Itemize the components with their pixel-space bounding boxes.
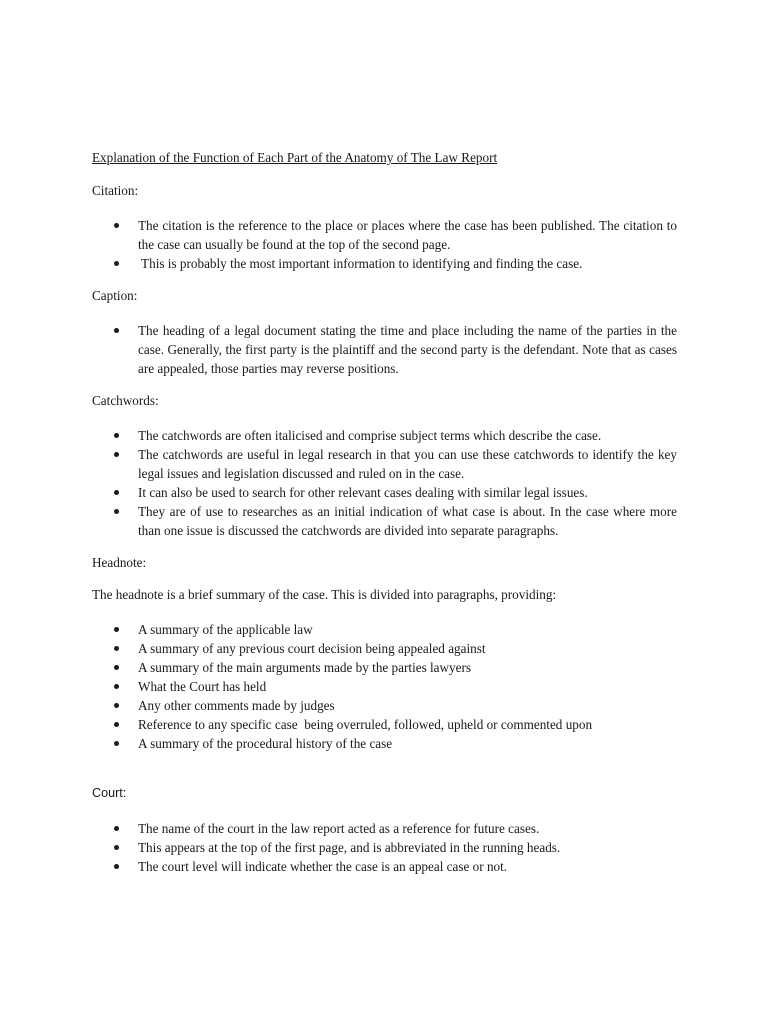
bullet-icon (114, 722, 119, 727)
bullet-icon (114, 741, 119, 746)
bullet-icon (114, 665, 119, 670)
list-item: A summary of the procedural history of the case (92, 734, 677, 753)
list-item: The heading of a legal document stating the time and place including the name of the parties in the case. Generally, the first party is the plaintiff and the second party is the defendant. Note that as cases are appealed, those parties may reverse positions. (92, 321, 677, 378)
list-item: Any other comments made by judges (92, 696, 677, 715)
list-item: A summary of any previous court decision being appealed against (92, 639, 677, 658)
list-item: A summary of the applicable law (92, 620, 677, 639)
list-item: This appears at the top of the first page, and is abbreviated in the running heads. (92, 838, 677, 857)
bullet-icon (114, 509, 119, 514)
headnote-intro: The headnote is a brief summary of the case. This is divided into paragraphs, providing: (92, 587, 557, 602)
list-item: A summary of the main arguments made by the parties lawyers (92, 658, 677, 677)
court-list (92, 819, 677, 876)
list-item: The citation is the reference to the place or places where the case has been published. The citation to the case can usually be found at the top of the second page. (92, 216, 677, 254)
bullet-icon (114, 328, 119, 333)
bullet-icon (114, 490, 119, 495)
bullet-icon (114, 646, 119, 651)
document-page (92, 148, 677, 876)
section-heading-citation: Citation: (92, 183, 139, 198)
bullet-icon (114, 826, 119, 831)
bullet-icon (114, 864, 119, 869)
caption-list (92, 321, 677, 378)
bullet-icon (114, 433, 119, 438)
section-heading-caption: Caption: (92, 288, 138, 303)
list-item: What the Court has held (92, 677, 677, 696)
catchwords-list (92, 426, 677, 540)
bullet-icon (114, 452, 119, 457)
list-item: The name of the court in the law report acted as a reference for future cases. (92, 819, 677, 838)
list-item: The court level will indicate whether the case is an appeal case or not. (92, 857, 677, 876)
section-heading-court: Court: (92, 786, 127, 800)
list-item: It can also be used to search for other relevant cases dealing with similar legal issues. (92, 483, 677, 502)
bullet-icon (114, 627, 119, 632)
bullet-icon (114, 845, 119, 850)
headnote-list (92, 620, 677, 753)
bullet-icon (114, 684, 119, 689)
list-item: Reference to any specific case being overruled, followed, upheld or commented upon (92, 715, 677, 734)
list-item: The catchwords are useful in legal research in that you can use these catchwords to identify the key legal issues and legislation discussed and ruled on in the case. (92, 445, 677, 483)
section-heading-catchwords: Catchwords: (92, 393, 159, 408)
list-item: The catchwords are often italicised and comprise subject terms which describe the case. (92, 426, 677, 445)
section-heading-headnote: Headnote: (92, 555, 147, 570)
document-title: Explanation of the Function of Each Part of the Anatomy of The Law Report (92, 150, 498, 165)
list-item: This is probably the most important information to identifying and finding the case. (92, 254, 677, 273)
bullet-icon (114, 703, 119, 708)
bullet-icon (114, 261, 119, 266)
list-item: They are of use to researches as an initial indication of what case is about. In the case where more than one issue is discussed the catchwords are divided into separate paragraphs. (92, 502, 677, 540)
citation-list (92, 216, 677, 273)
bullet-icon (114, 223, 119, 228)
